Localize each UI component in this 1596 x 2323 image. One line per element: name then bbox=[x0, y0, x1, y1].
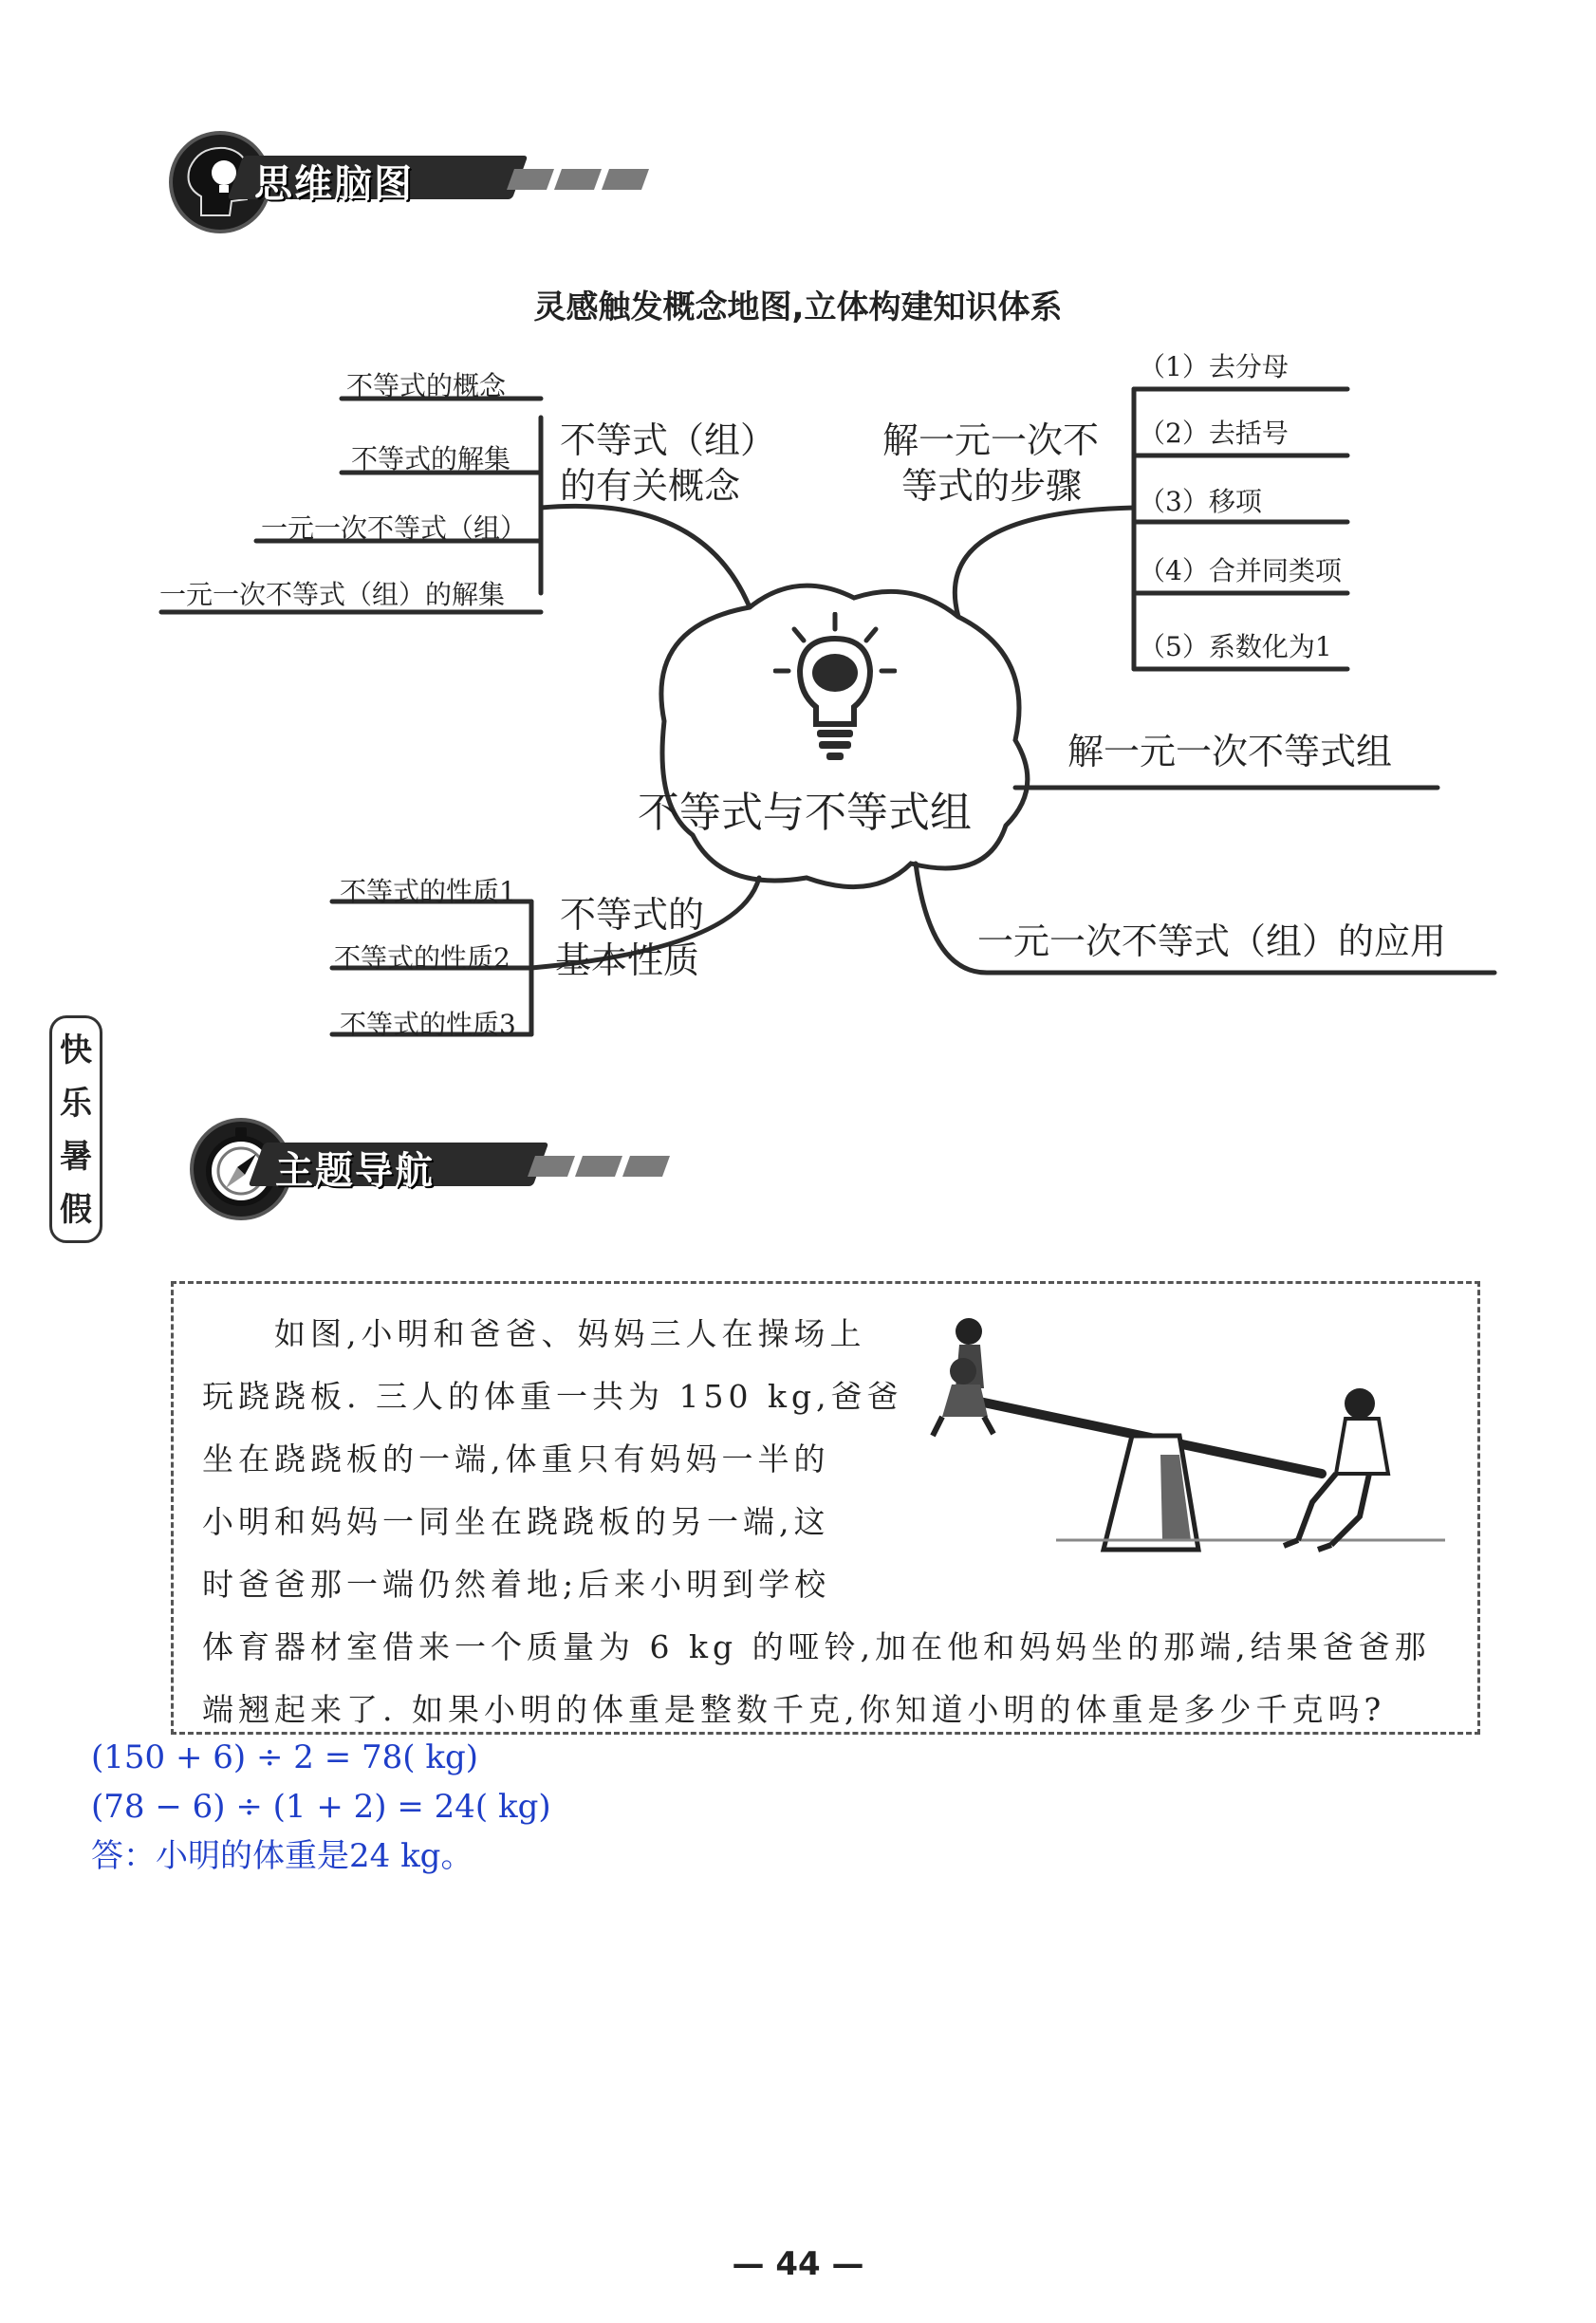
answer-line-3: 答：小明的体重是24 kg。 bbox=[91, 1837, 473, 1875]
lightbulb-brain-icon bbox=[773, 612, 897, 764]
problem-line: 小明和妈妈一同坐在跷跷板的另一端,这 bbox=[202, 1503, 830, 1540]
side-tab-char: 暑 bbox=[60, 1138, 92, 1176]
branch-steps-label-line2: 等式的步骤 bbox=[901, 465, 1083, 507]
seesaw-illustration bbox=[914, 1312, 1445, 1597]
branch-system-label: 解一元一次不等式组 bbox=[1067, 731, 1393, 772]
mindmap-subtitle: 灵感触发概念地图,立体构建知识体系 bbox=[533, 288, 1063, 326]
branch-steps-label-line1: 解一元一次不 bbox=[882, 419, 1100, 461]
leaf-concept-2: 一元一次不等式（组） bbox=[261, 512, 528, 544]
leaf-step-1: （2）去括号 bbox=[1139, 418, 1289, 449]
answer-line-1: (150 + 6) ÷ 2 = 78( kg) bbox=[91, 1738, 478, 1776]
side-tab-char: 乐 bbox=[60, 1085, 92, 1123]
side-tab-char: 假 bbox=[60, 1191, 92, 1229]
page-number: — 44 — bbox=[732, 2245, 864, 2283]
leaf-step-3: （4）合并同类项 bbox=[1139, 555, 1342, 586]
problem-line: 时爸爸那一端仍然着地;后来小明到学校 bbox=[202, 1566, 831, 1603]
branch-properties-label-line2: 基本性质 bbox=[555, 939, 700, 981]
leaf-step-2: （3）移项 bbox=[1139, 486, 1262, 517]
leaf-property-2: 不等式的性质3 bbox=[340, 1009, 516, 1040]
problem-box bbox=[171, 1281, 1480, 1735]
leaf-concept-0: 不等式的概念 bbox=[346, 370, 507, 401]
leaf-concept-1: 不等式的解集 bbox=[351, 443, 511, 474]
side-tab-happy-summer bbox=[49, 1015, 102, 1243]
problem-line: 端翘起来了. 如果小明的体重是整数千克,你知道小明的体重是多少千克吗? bbox=[202, 1691, 1386, 1728]
mindmap-center-label: 不等式与不等式组 bbox=[638, 789, 972, 837]
branch-properties-label-line1: 不等式的 bbox=[560, 894, 705, 936]
problem-line: 玩跷跷板. 三人的体重一共为 150 kg,爸爸 bbox=[202, 1378, 903, 1415]
branch-application-label: 一元一次不等式（组）的应用 bbox=[977, 920, 1447, 962]
mindmap-lines bbox=[0, 0, 1596, 1139]
branch-concepts-label-line1: 不等式（组） bbox=[560, 419, 777, 461]
section-title: 主题导航 bbox=[275, 1149, 435, 1193]
answer-line-2: (78 − 6) ÷ (1 + 2) = 24( kg) bbox=[91, 1788, 551, 1826]
leaf-property-0: 不等式的性质1 bbox=[340, 876, 516, 907]
side-tab-char: 快 bbox=[60, 1031, 92, 1069]
section-banner-theme bbox=[190, 1129, 721, 1196]
problem-line: 体育器材室借来一个质量为 6 kg 的哑铃,加在他和妈妈坐的那端,结果爸爸那 bbox=[202, 1628, 1431, 1665]
leaf-step-4: （5）系数化为1 bbox=[1139, 631, 1332, 662]
branch-concepts-label-line2: 的有关概念 bbox=[560, 465, 741, 507]
section-title: 思维脑图 bbox=[254, 162, 414, 206]
problem-line: 如图,小明和爸爸、妈妈三人在操场上 bbox=[202, 1315, 866, 1352]
banner-stripes bbox=[531, 1156, 693, 1177]
leaf-concept-3: 一元一次不等式（组）的解集 bbox=[159, 579, 506, 610]
leaf-property-1: 不等式的性质2 bbox=[334, 942, 510, 974]
problem-line: 坐在跷跷板的一端,体重只有妈妈一半的 bbox=[202, 1440, 830, 1477]
leaf-step-0: （1）去分母 bbox=[1139, 351, 1289, 382]
